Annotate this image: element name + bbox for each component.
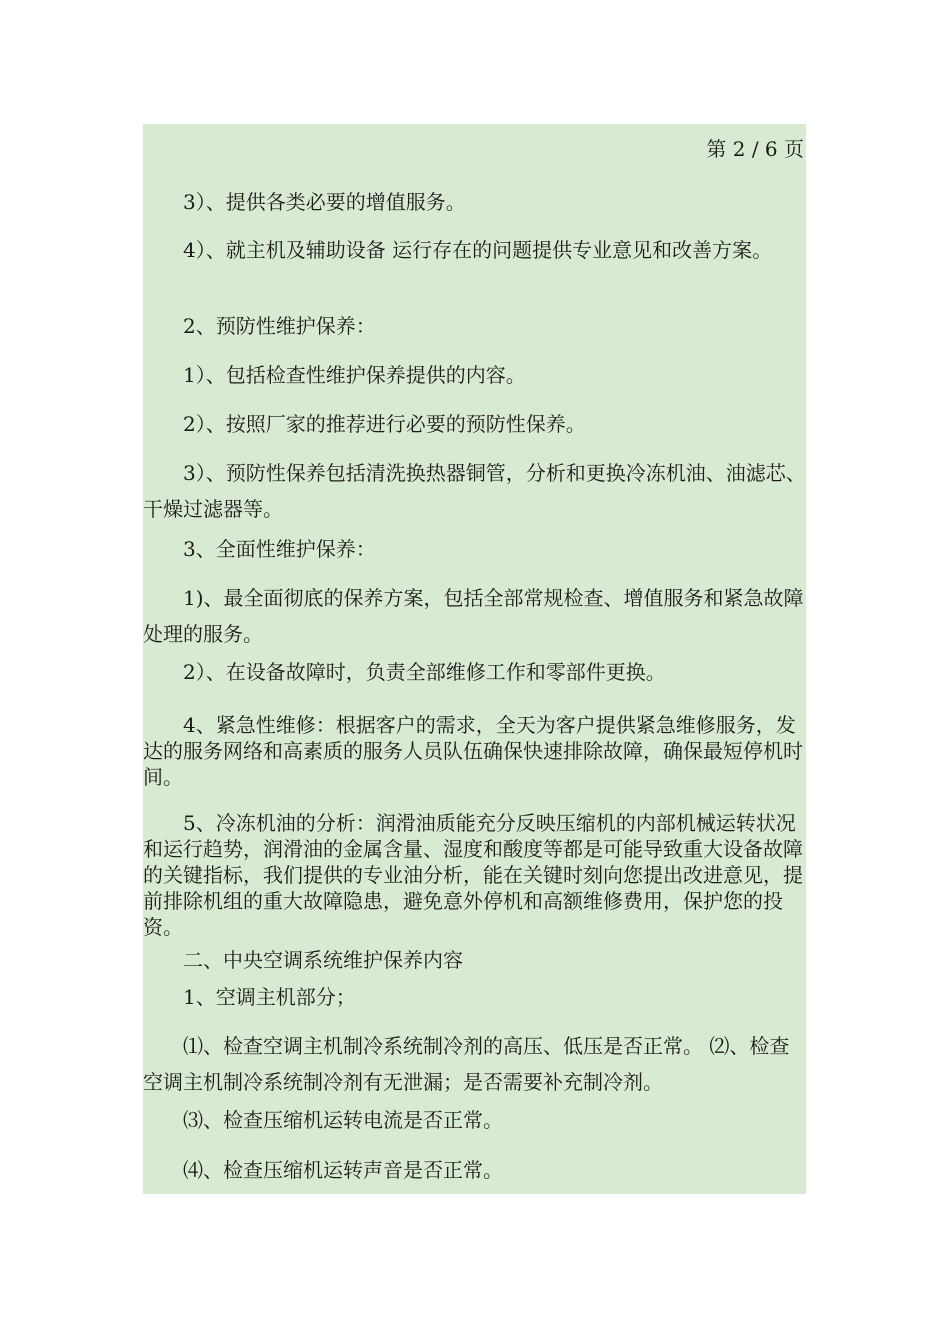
paragraph: 2、预防性维护保养： (183, 314, 376, 338)
paragraph: 二、中央空调系统维护保养内容 (183, 948, 463, 972)
paragraph: 1)、最全面彻底的保养方案，包括全部常规检查、增值服务和紧急故障处理的服务。 (143, 586, 804, 646)
paragraph: 2）、按照厂家的推荐进行必要的预防性保养。 (183, 412, 586, 436)
paragraph: 1、空调主机部分； (183, 985, 356, 1009)
paragraph: ⑶、检查压缩机运转电流是否正常。 (183, 1108, 503, 1132)
paragraph: ⑷、检查压缩机运转声音是否正常。 (183, 1158, 503, 1182)
paragraph: 4、紧急性维修：根据客户的需求，全天为客户提供紧急维修服务，发达的服务网络和高素质的服务人员队伍确保快速排除故障，确保最短停机时间。 (143, 713, 803, 789)
paragraph: 1）、包括检查性维护保养提供的内容。 (183, 363, 526, 387)
paragraph: 4）、就主机及辅助设备 运行存在的问题提供专业意见和改善方案。 (183, 238, 773, 262)
document-page (143, 124, 806, 1194)
paragraph: 5、冷冻机油的分析：润滑油质能充分反映压缩机的内部机械运转状况和运行趋势，润滑油的金属含量、湿度和酸度等都是可能导致重大设备故障的关键指标，我们提供的专业油分析，能在关键时刻向您提出改进意见，提前排除机组的重大故障隐患，避免意外停机和高额维修费用，保护您的投资。 (143, 811, 803, 939)
paragraph: 3）、提供各类必要的增值服务。 (183, 190, 466, 214)
page-number: 第 2 / 6 页 (706, 137, 804, 161)
paragraph: 3）、预防性保养包括清洗换热器铜管，分析和更换冷冻机油、油滤芯、干燥过滤器等。 (143, 461, 806, 521)
paragraph: 3、全面性维护保养： (183, 537, 376, 561)
paragraph: ⑴、检查空调主机制冷系统制冷剂的高压、低压是否正常。 ⑵、检查空调主机制冷系统制冷剂有无泄漏；是否需要补充制冷剂。 (143, 1034, 790, 1094)
paragraph: 2）、在设备故障时，负责全部维修工作和零部件更换。 (183, 660, 666, 684)
